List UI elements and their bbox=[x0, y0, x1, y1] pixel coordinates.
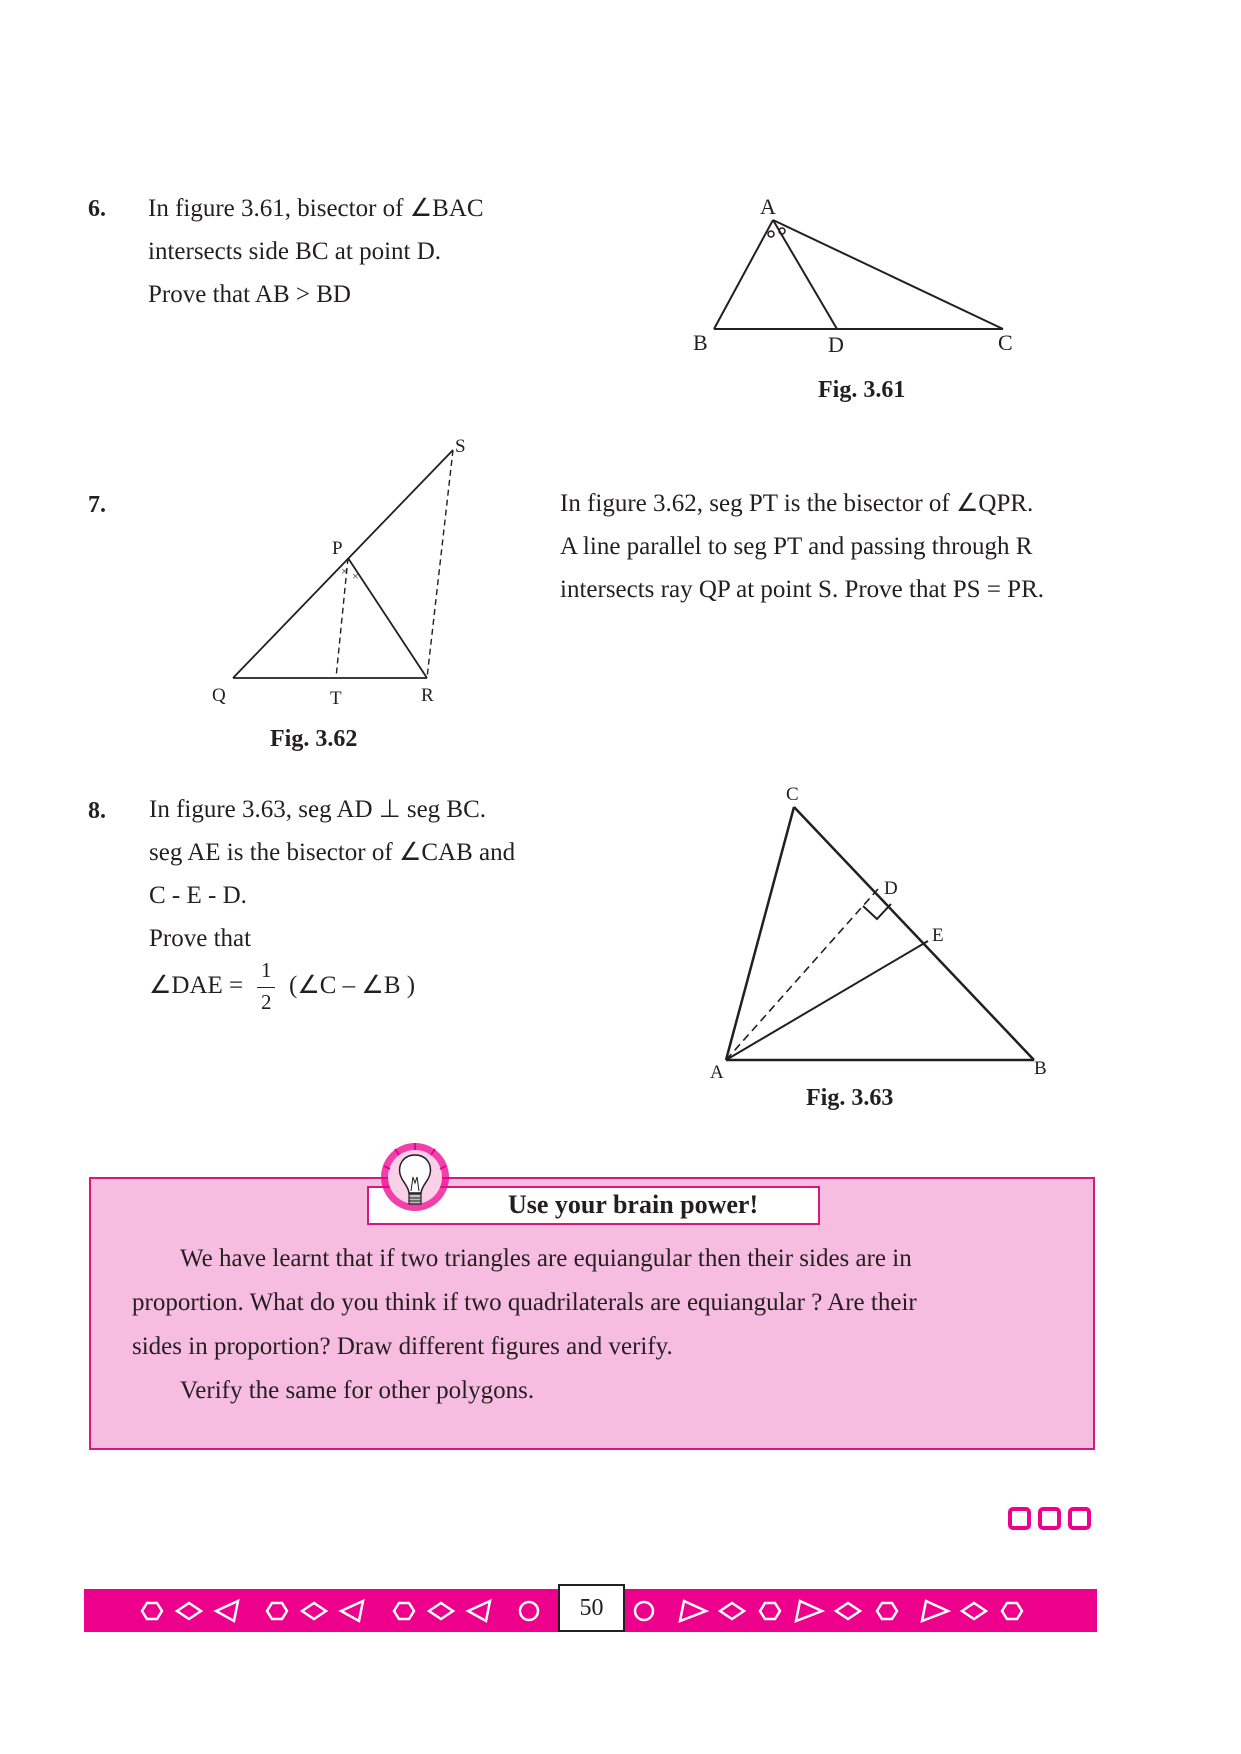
triangle-right-icon bbox=[796, 1601, 822, 1621]
segment-pr bbox=[348, 558, 427, 678]
light-bulb-icon bbox=[378, 1139, 452, 1221]
triangle-left-icon bbox=[341, 1601, 363, 1621]
page-number: 50 bbox=[558, 1584, 625, 1632]
label-e: E bbox=[932, 925, 944, 946]
label-r: R bbox=[421, 685, 434, 706]
brain-power-line-2: proportion. What do you think if two quadrilaterals are equiangular ? Are their bbox=[132, 1289, 917, 1316]
question-8-number: 8. bbox=[88, 798, 106, 824]
figure-3-61 bbox=[680, 190, 1040, 360]
figure-3-63 bbox=[700, 780, 1060, 1080]
label-s: S bbox=[455, 436, 466, 457]
segment-ae-bisector bbox=[726, 941, 928, 1060]
triangle-left-icon bbox=[468, 1601, 490, 1621]
brain-power-title: Use your brain power! bbox=[508, 1190, 759, 1219]
circle-icon bbox=[635, 1602, 653, 1620]
formula-lhs: ∠DAE = bbox=[149, 972, 244, 999]
figure-3-62 bbox=[205, 430, 485, 715]
hexagon-icon bbox=[142, 1603, 162, 1619]
angle-mark-x2: × bbox=[352, 569, 359, 583]
segment-ac bbox=[773, 220, 1003, 329]
diamond-icon bbox=[429, 1603, 453, 1619]
diamond-icon bbox=[302, 1603, 326, 1619]
segment-ab bbox=[714, 220, 773, 329]
fraction-bar bbox=[257, 987, 275, 988]
circle-icon bbox=[520, 1602, 538, 1620]
figure-3-61-caption: Fig. 3.61 bbox=[818, 377, 906, 403]
label-d: D bbox=[828, 332, 844, 357]
hexagon-icon bbox=[394, 1603, 414, 1619]
angle-mark-1 bbox=[768, 231, 774, 237]
label-q: Q bbox=[212, 685, 226, 706]
label-b: B bbox=[1034, 1058, 1047, 1079]
segment-cb bbox=[794, 807, 1034, 1060]
diamond-icon bbox=[836, 1603, 860, 1619]
hexagon-icon bbox=[267, 1603, 287, 1619]
diamond-icon bbox=[720, 1603, 744, 1619]
question-6-number: 6. bbox=[88, 196, 106, 222]
question-6-line-3: Prove that AB > BD bbox=[148, 281, 351, 308]
figure-3-63-caption: Fig. 3.63 bbox=[806, 1085, 894, 1111]
diamond-icon bbox=[177, 1603, 201, 1619]
hexagon-icon bbox=[877, 1603, 897, 1619]
label-a: A bbox=[710, 1062, 724, 1080]
hexagon-icon bbox=[760, 1603, 780, 1619]
brain-power-line-1: We have learnt that if two triangles are equiangular then their sides are in bbox=[180, 1245, 912, 1272]
segment-rs-dashed bbox=[427, 450, 453, 678]
question-8-line-2: seg AE is the bisector of ∠CAB and bbox=[149, 839, 516, 866]
label-t: T bbox=[330, 688, 342, 709]
label-p: P bbox=[332, 538, 343, 559]
label-c: C bbox=[786, 784, 799, 805]
segment-ad-bisector bbox=[773, 220, 837, 329]
label-c: C bbox=[998, 330, 1013, 355]
label-d: D bbox=[884, 878, 898, 899]
brain-power-paragraph-1 bbox=[132, 1237, 1026, 1369]
segment-ac bbox=[726, 807, 794, 1060]
brain-power-line-3: sides in proportion? Draw different figures and verify. bbox=[132, 1333, 673, 1360]
question-6-line-2: intersects side BC at point D. bbox=[148, 238, 442, 265]
hexagon-icon bbox=[1002, 1603, 1022, 1619]
formula-rhs: (∠C – ∠B ) bbox=[289, 972, 416, 999]
triangle-right-icon bbox=[680, 1601, 706, 1621]
diamond-icon bbox=[962, 1603, 986, 1619]
brain-power-paragraph-2: Verify the same for other polygons. bbox=[180, 1377, 535, 1404]
question-7-line-1: In figure 3.62, seg PT is the bisector of ∠QPR. bbox=[560, 490, 1034, 517]
question-8-line-3: C - E - D. bbox=[149, 882, 247, 909]
figure-3-62-caption: Fig. 3.62 bbox=[270, 726, 358, 752]
question-7-number: 7. bbox=[88, 492, 106, 518]
question-7-line-3: intersects ray QP at point S. Prove that PS = PR. bbox=[560, 576, 1044, 603]
angle-mark-x1: × bbox=[341, 564, 348, 578]
end-of-chapter-squares-icon bbox=[1007, 1505, 1097, 1533]
formula-numerator: 1 bbox=[261, 958, 272, 982]
formula-denominator: 2 bbox=[261, 990, 272, 1014]
question-8-line-4: Prove that bbox=[149, 925, 252, 952]
label-b: B bbox=[693, 330, 708, 355]
question-8-text bbox=[149, 788, 579, 960]
question-7-text bbox=[560, 482, 1090, 611]
question-6-line-1: In figure 3.61, bisector of ∠BAC bbox=[148, 195, 484, 222]
question-7-line-2: A line parallel to seg PT and passing through R bbox=[560, 533, 1033, 560]
label-a: A bbox=[760, 194, 776, 219]
question-6-text bbox=[148, 187, 568, 316]
triangle-right-icon bbox=[922, 1601, 948, 1621]
question-8-line-1: In figure 3.63, seg AD ⊥ seg BC. bbox=[149, 796, 487, 823]
triangle-left-icon bbox=[216, 1601, 238, 1621]
